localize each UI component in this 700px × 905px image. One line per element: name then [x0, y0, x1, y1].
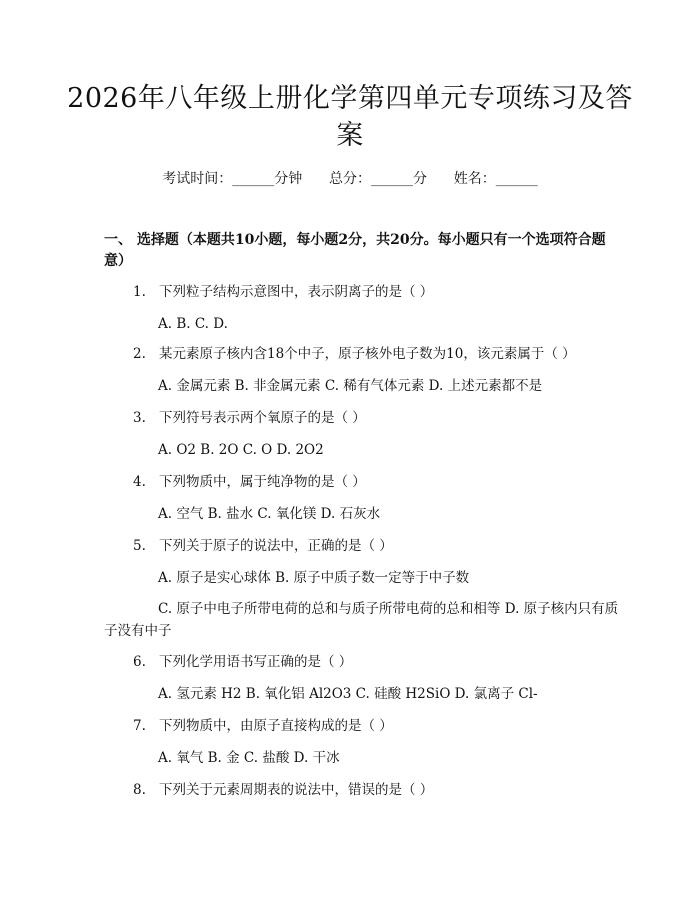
- question-5-options: A. 原子是实心球体 B. 原子中质子数一定等于中子数: [158, 570, 470, 586]
- question-2-options: A. 金属元素 B. 非金属元素 C. 稀有气体元素 D. 上述元素都不是: [158, 378, 543, 394]
- question-stem: 某元素原子核内含18个中子，原子核外电子数为10，该元素属于（ ）: [159, 346, 576, 362]
- question-number: 7.: [133, 718, 146, 734]
- question-number: 6.: [133, 654, 146, 670]
- question-7-options: A. 氧气 B. 金 C. 盐酸 D. 干冰: [158, 750, 340, 766]
- question-stem: 下列物质中，由原子直接构成的是（ ）: [159, 718, 393, 734]
- section-heading: 一、 选择题（本题共10小题，每小题2分，共20分。每小题只有一个选项符合题意）: [104, 232, 606, 269]
- question-6: [133, 652, 352, 672]
- question-5-options-continued: C. 原子中电子所带电荷的总和与质子所带电荷的总和相等 D. 原子核内只有质子没有中子: [104, 601, 619, 639]
- exam-info-line: 考试时间：______分钟 总分：______分 姓名：______: [162, 171, 538, 187]
- question-number: 4.: [133, 474, 146, 490]
- question-stem: 下列粒子结构示意图中，表示阴离子的是（ ）: [159, 284, 434, 300]
- question-2: [133, 344, 576, 364]
- question-stem: 下列关于元素周期表的说法中，错误的是（ ）: [159, 782, 434, 798]
- page-title: 2026年八年级上册化学第四单元专项练习及答案: [67, 83, 633, 151]
- question-1-options: A. B. C. D.: [158, 316, 228, 332]
- question-number: 3.: [133, 410, 146, 426]
- question-7: [133, 716, 393, 736]
- question-8: [133, 780, 433, 800]
- question-stem: 下列关于原子的说法中，正确的是（ ）: [159, 538, 393, 554]
- question-number: 1.: [133, 284, 146, 300]
- question-number: 5.: [133, 538, 146, 554]
- question-number: 8.: [133, 782, 146, 798]
- question-stem: 下列物质中，属于纯净物的是（ ）: [159, 474, 366, 490]
- question-4-options: A. 空气 B. 盐水 C. 氧化镁 D. 石灰水: [158, 506, 381, 522]
- question-3: [133, 408, 366, 428]
- question-5: [133, 536, 393, 556]
- question-3-options: A. O2 B. 2O C. O D. 2O2: [158, 442, 324, 458]
- question-number: 2.: [133, 346, 146, 362]
- question-1: [133, 282, 433, 302]
- question-4: [133, 472, 366, 492]
- question-6-options: A. 氢元素 H2 B. 氧化铝 Al2O3 C. 硅酸 H2SiO D. 氯离子 Cl-: [158, 686, 538, 702]
- question-stem: 下列符号表示两个氧原子的是（ ）: [159, 410, 366, 426]
- question-stem: 下列化学用语书写正确的是（ ）: [159, 654, 353, 670]
